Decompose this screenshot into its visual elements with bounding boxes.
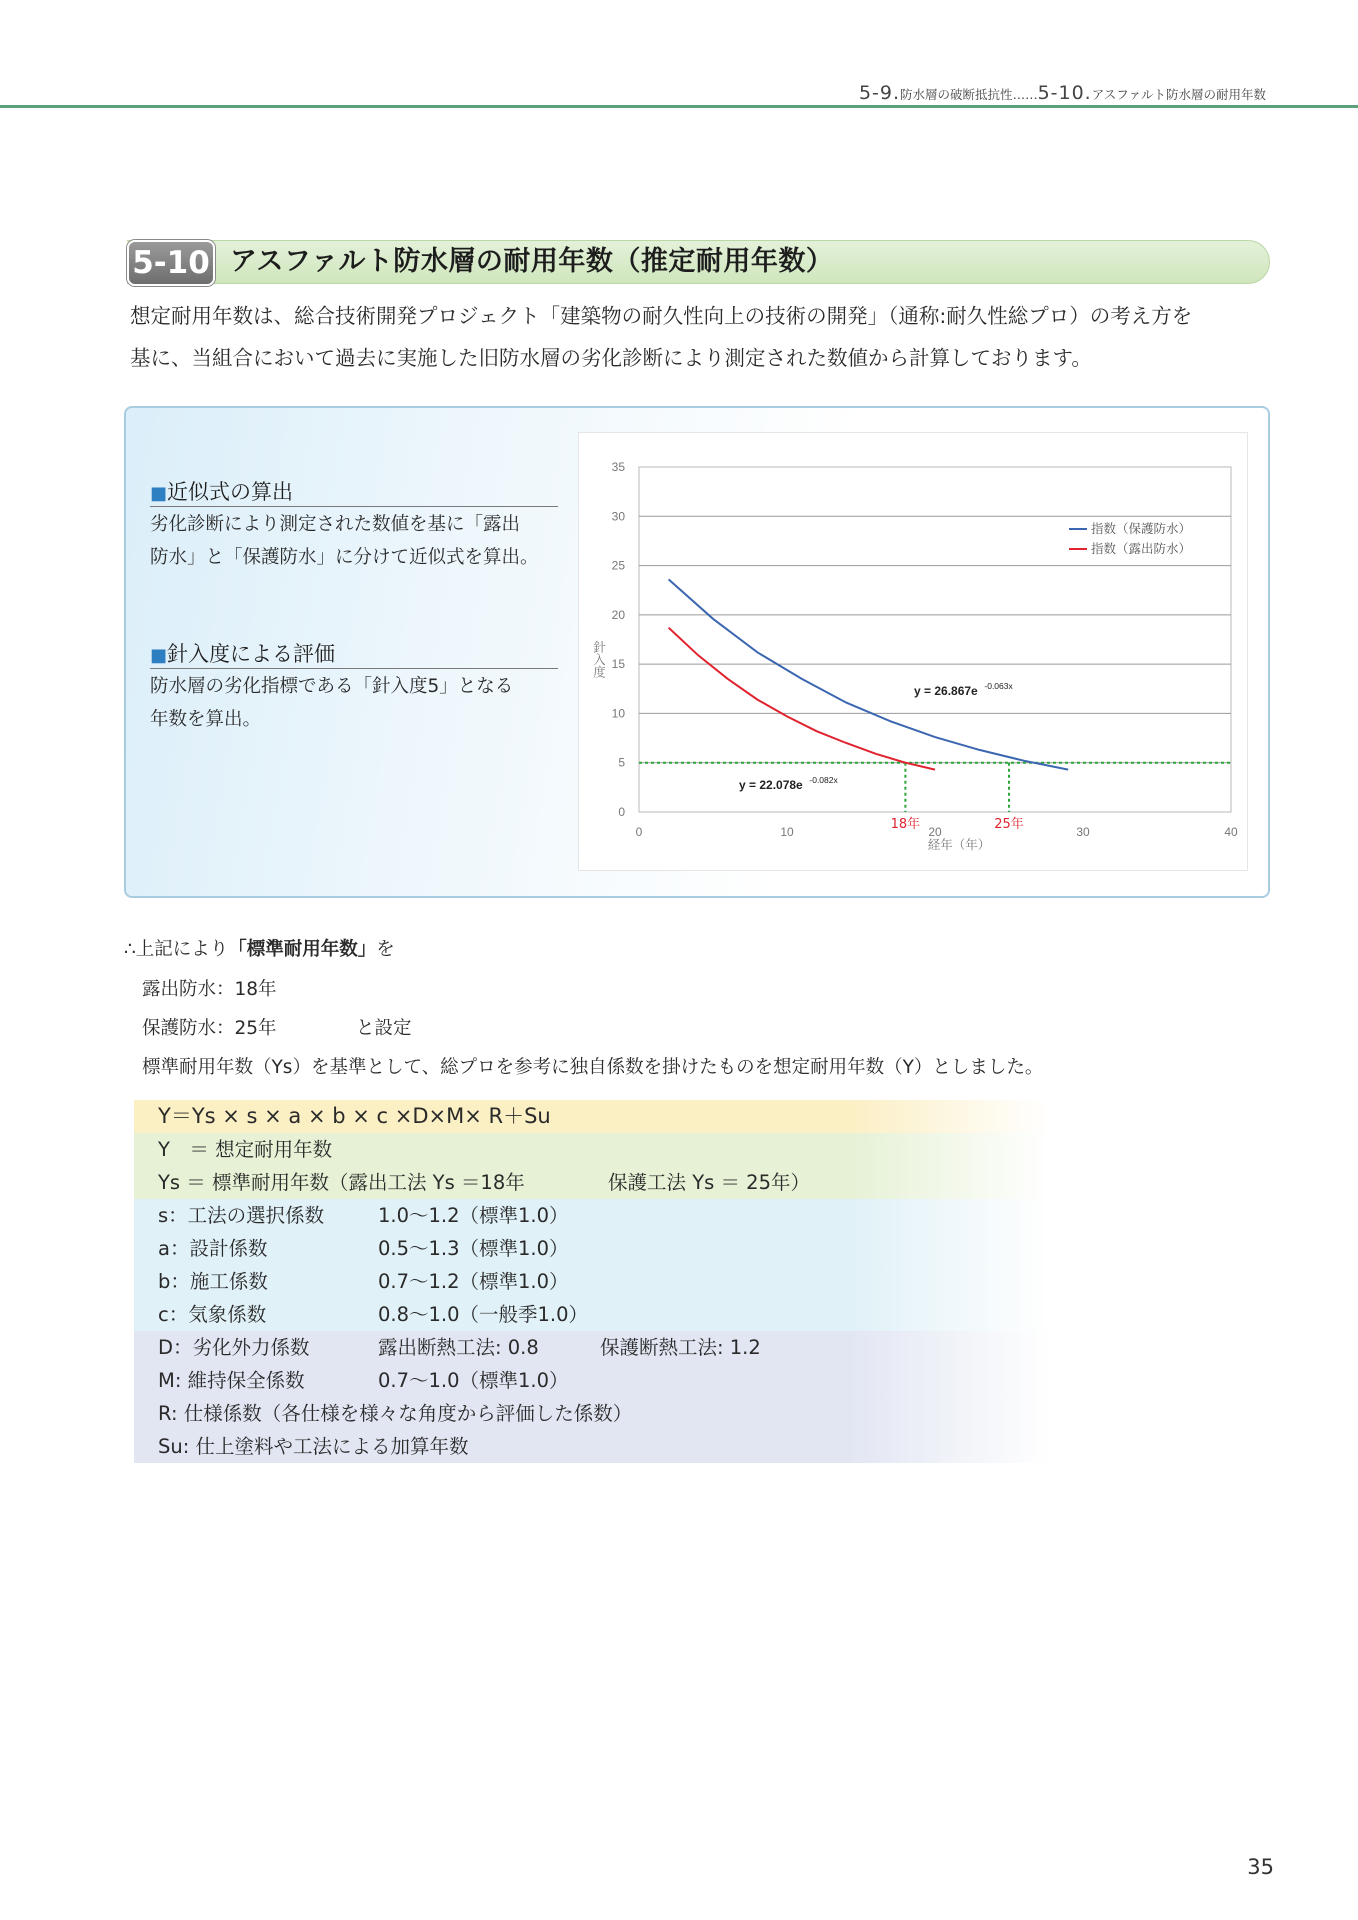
y-tick-label: 0	[618, 805, 625, 819]
formula-term: c：気象係数	[158, 1303, 267, 1326]
section-number-badge: 5-10	[127, 240, 215, 286]
formula-value: 保護工法 Ys ＝ 25年）	[608, 1171, 810, 1194]
formula-value: 露出断熱工法: 0.8	[378, 1336, 539, 1359]
running-header	[859, 82, 1266, 104]
formula-value: 0.7～1.0（標準1.0）	[378, 1369, 569, 1392]
formula-row	[134, 1298, 1050, 1331]
intro-paragraph	[130, 295, 1280, 379]
series-line-protected	[669, 579, 1069, 769]
approx-line-1: 劣化診断により測定された数値を基に「露出	[150, 514, 521, 535]
header-rule	[0, 105, 1358, 108]
header-cur-title: アスファルト防水層の耐用年数	[1091, 87, 1266, 102]
intro-line-1: 想定耐用年数は、総合技術開発プロジェクト「建築物の耐久性向上の技術の開発」（通称:耐久性総プロ）の考え方を	[130, 304, 1193, 328]
year-marker-label: 18年	[890, 817, 921, 832]
formula-row	[134, 1364, 1050, 1397]
approx-heading-text: 近似式の算出	[167, 480, 294, 504]
conclusion-prefix: ∴上記により	[124, 939, 229, 960]
header-dots: ……	[1012, 87, 1038, 102]
y-tick-label: 10	[611, 706, 625, 721]
formula-value: 1.0～1.2（標準1.0）	[378, 1204, 569, 1227]
y-tick-label: 25	[611, 558, 625, 573]
x-tick-label: 20	[928, 825, 942, 839]
formula-value: 0.8～1.0（一般季1.0）	[378, 1303, 589, 1326]
header-prev-num: 5-9.	[858, 82, 901, 104]
formula-value-2: 保護断熱工法: 1.2	[600, 1336, 761, 1359]
y-tick-label: 20	[611, 607, 625, 622]
formula-term: Y＝Ys × s × a × b × c ×D×M× R＋Su	[158, 1104, 551, 1128]
y-tick-label: 35	[611, 460, 625, 474]
approx-text	[150, 508, 539, 574]
header-prev-title: 防水層の破断抵抗性	[900, 87, 1013, 102]
equation-exposed-exponent: -0.082x	[809, 775, 838, 785]
square-bullet-icon: ■	[150, 645, 168, 666]
needle-line-2: 年数を算出。	[150, 709, 262, 730]
formula-row	[134, 1397, 1050, 1430]
formula-term: M: 維持保全係数	[158, 1369, 305, 1392]
formula-term: Y ＝ 想定耐用年数	[158, 1138, 333, 1161]
formula-row	[134, 1265, 1050, 1298]
equation-protected-exponent: -0.063x	[984, 681, 1013, 691]
set-label: と設定	[356, 1018, 412, 1039]
x-tick-label: 30	[1076, 825, 1090, 839]
x-tick-label: 10	[780, 825, 794, 839]
needle-text	[150, 670, 513, 736]
chart-container	[578, 432, 1248, 871]
exposed-years: 露出防水：18年	[142, 979, 277, 1000]
formula-row	[134, 1166, 1050, 1199]
conclusion-suffix: を	[376, 939, 395, 960]
formula-term: b：施工係数	[158, 1270, 268, 1293]
formula-value: 0.7～1.2（標準1.0）	[378, 1270, 569, 1293]
plot-frame	[639, 467, 1231, 812]
formula-row	[134, 1331, 1050, 1364]
equation-protected-base: y = 26.867e	[914, 684, 978, 698]
formula-term: R: 仕様係数（各仕様を様々な角度から評価した係数）	[158, 1402, 633, 1425]
y-axis-title: 針入度	[591, 640, 607, 678]
formula-value: 0.5～1.3（標準1.0）	[378, 1237, 569, 1260]
formula-term: Ys ＝ 標準耐用年数（露出工法 Ys ＝18年	[158, 1171, 525, 1194]
formula-term: Su: 仕上塗料や工法による加算年数	[158, 1435, 469, 1458]
formula-term: a：設計係数	[158, 1237, 268, 1260]
formula-term: D：劣化外力係数	[158, 1336, 310, 1359]
conclusion-line-4: 標準耐用年数（Ys）を基準として、総プロを参考に独自係数を掛けたものを想定耐用年数（Y）としました。	[142, 1057, 1044, 1078]
formula-row	[134, 1430, 1050, 1463]
intro-line-2: 基に、当組合において過去に実施した旧防水層の劣化診断により測定された数値から計算しております。	[130, 346, 1092, 370]
approx-heading-rule	[150, 506, 558, 507]
approx-line-2: 防水」と「保護防水」に分けて近似式を算出。	[150, 547, 539, 568]
formula-main	[134, 1100, 1050, 1133]
durability-chart	[579, 433, 1247, 870]
header-cur-num: 5-10.	[1037, 82, 1092, 104]
y-tick-label: 15	[611, 657, 625, 672]
x-axis-title: 経年（年）	[927, 837, 991, 852]
legend-entry: 指数（露出防水）	[1091, 541, 1192, 556]
equation-exposed-base: y = 22.078e	[739, 778, 803, 792]
formula-row	[134, 1232, 1050, 1265]
protected-years: 保護防水：25年	[142, 1018, 277, 1039]
conclusion-bold-term: 「標準耐用年数」	[228, 939, 377, 960]
needle-heading-rule	[150, 668, 558, 669]
formula-row	[134, 1133, 1050, 1166]
x-tick-label: 0	[635, 825, 643, 839]
conclusion-line-1	[124, 935, 395, 961]
page-number: 35	[1247, 1855, 1274, 1879]
y-tick-label: 30	[611, 509, 625, 524]
approx-heading	[150, 476, 293, 506]
series-line-exposed	[669, 628, 935, 770]
formula-term: s：工法の選択係数	[158, 1204, 325, 1227]
needle-line-1: 防水層の劣化指標である「針入度5」となる	[150, 676, 514, 697]
legend-entry: 指数（保護防水）	[1091, 521, 1192, 536]
needle-heading	[150, 638, 335, 668]
section-title: アスファルト防水層の耐用年数（推定耐用年数）	[230, 246, 834, 277]
year-marker-label: 25年	[994, 817, 1024, 832]
y-tick-label: 5	[618, 755, 625, 770]
needle-heading-text: 針入度による評価	[167, 642, 336, 666]
formula-row	[134, 1199, 1050, 1232]
x-tick-label: 40	[1224, 825, 1238, 839]
square-bullet-icon: ■	[150, 483, 168, 504]
formula-table	[134, 1100, 1050, 1463]
